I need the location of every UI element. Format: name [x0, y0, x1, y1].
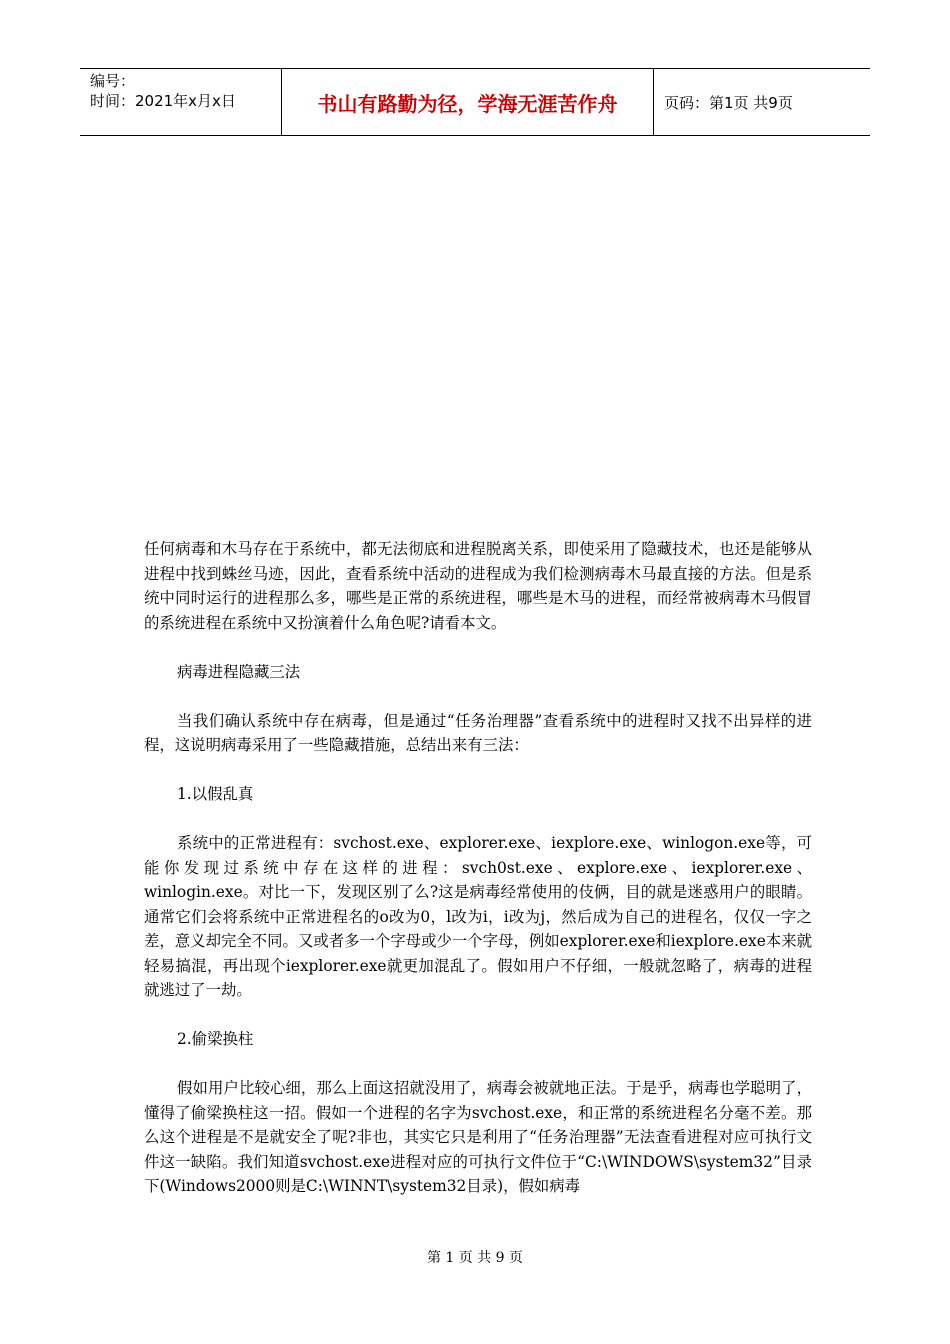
header-meta [80, 69, 282, 135]
paragraph-swap: 假如用户比较心细，那么上面这招就没用了，病毒会被就地正法。于是乎，病毒也学聪明了，懂得了偷梁换柱这一招。假如一个进程的名字为svchost.exe，和正常的系统进程名分毫不差。那么这个进程是不是就安全了呢?非也，其实它只是利用了“任务治理器”无法查看进程对应可执行文件这一缺陷。我们知道svchost.exe进程对应的可执行文件位于“C:\WINDOWS\system32”目录下(Windows2000则是C:\WINNT\system32目录)，假如病毒 [144, 1079, 812, 1195]
section-heading-fake: 1.以假乱真 [177, 785, 254, 803]
paragraph-fake-names: 系统中的正常进程有：svchost.exe、explorer.exe、iexplore.exe、winlogon.exe等，可能你发现过系统中存在这样的进程：svch0st.exe、explore.exe、iexplorer.exe、winlogin.exe。对比一下，发现区别了么?这是病毒经常使用的伎俩，目的就是迷惑用户的眼睛。通常它们会将系统中正常进程名的o改为0，l改为i，i改为j，然后成为自己的进程名，仅仅一字之差，意义却完全不同。又或者多一个字母或少一个字母，例如explorer.exe和iexplore.exe本来就轻易搞混，再出现个iexplorer.exe就更加混乱了。假如用户不仔细，一般就忽略了，病毒的进程就逃过了一劫。 [144, 834, 812, 999]
paragraph-hiding-intro: 当我们确认系统中存在病毒，但是通过“任务治理器”查看系统中的进程时又找不出异样的进程，这说明病毒采用了一些隐藏措施，总结出来有三法： [144, 711, 812, 754]
page-header [80, 68, 870, 136]
paragraph-intro: 任何病毒和木马存在于系统中，都无法彻底和进程脱离关系，即使采用了隐藏技术，也还是能够从进程中找到蛛丝马迹，因此，查看系统中活动的进程成为我们检测病毒木马最直接的方法。但是系统中同时运行的进程那么多，哪些是正常的系统进程，哪些是木马的进程，而经常被病毒木马假冒的系统进程在系统中又扮演着什么角色呢?请看本文。 [144, 540, 812, 632]
doc-number-label: 编号： [90, 72, 136, 90]
header-page-info: 页码：第1页 共9页 [664, 93, 793, 112]
section-heading-swap: 2.偷梁换柱 [177, 1030, 254, 1048]
page-footer: 第 1 页 共 9 页 [426, 1250, 524, 1266]
doc-time-label: 时间：2021年x月x日 [90, 92, 236, 110]
section-heading-hiding-methods: 病毒进程隐藏三法 [177, 662, 301, 681]
document-body [144, 537, 812, 1223]
header-motto: 书山有路勤为径，学海无涯苦作舟 [282, 69, 654, 135]
